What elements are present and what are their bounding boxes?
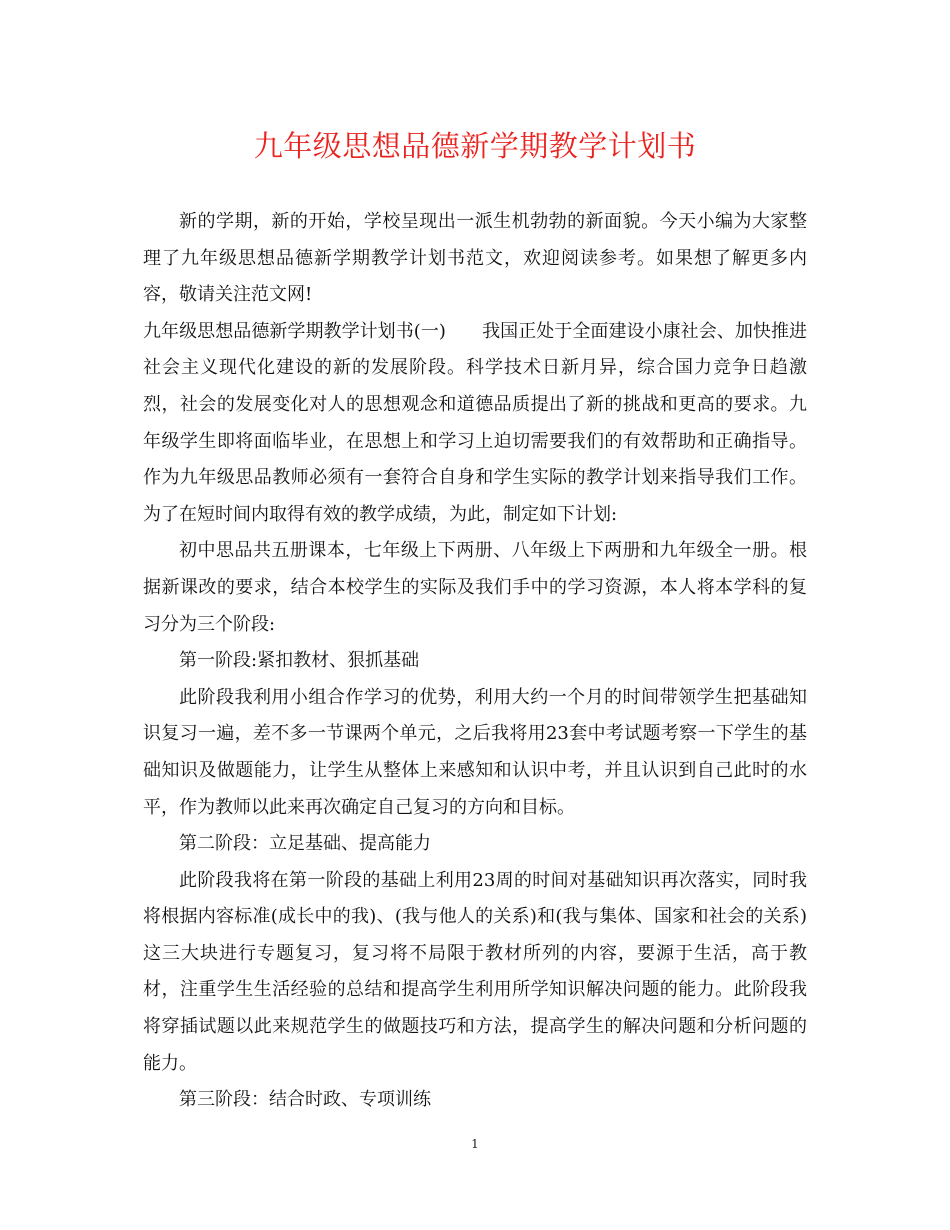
paragraph-background: 九年级思想品德新学期教学计划书(一) 我国正处于全面建设小康社会、加快推进社会主义现代化建设的新的发展阶段。科学技术日新月异，综合国力竞争日趋激烈，社会的发展变化对人的思想观念和道德品质提出了新的挑战和更高的要求。九年级学生即将面临毕业，在思想上和学习上迫切需要我们的有效帮助和正确指导。作为九年级思品教师必须有一套符合自身和学生实际的教学计划来指导我们工作。为了在短时间内取得有效的教学成绩，为此，制定如下计划: (143, 320, 807, 525)
heading-stage-two: 第二阶段：立足基础、提高能力 (179, 833, 431, 855)
heading-stage-one: 第一阶段:紧扣教材、狠抓基础 (179, 650, 420, 672)
paragraph-stage-one: 此阶段我利用小组合作学习的优势，利用大约一个月的时间带领学生把基础知识复习一遍，差不多一节课两个单元，之后我将用23套中考试题考察一下学生的基础知识及做题能力，让学生从整体上来感知和认识中考，并且认识到自己此时的水平，作为教师以此来再次确定自己复习的方向和目标。 (143, 686, 807, 818)
page-number: 1 (471, 1137, 479, 1151)
paragraph-intro: 新的学期，新的开始，学校呈现出一派生机勃勃的新面貌。今天小编为大家整理了九年级思想品德新学期教学计划书范文，欢迎阅读参考。如果想了解更多内容，敬请关注范文网! (143, 211, 807, 306)
heading-stage-three: 第三阶段：结合时政、专项训练 (179, 1089, 431, 1111)
document-title: 九年级思想品德新学期教学计划书 (253, 129, 697, 163)
paragraph-stage-two: 此阶段我将在第一阶段的基础上利用23周的时间对基础知识再次落实，同时我将根据内容标准(成长中的我)、(我与他人的关系)和(我与集体、国家和社会的关系)这三大块进行专题复习，复习将不局限于教材所列的内容，要源于生活，高于教材，注重学生生活经验的总结和提高学生利用所学知识解决问题的能力。此阶段我将穿插试题以此来规范学生的做题技巧和方法，提高学生的解决问题和分析问题的能力。 (143, 869, 807, 1074)
paragraph-textbooks: 初中思品共五册课本，七年级上下两册、八年级上下两册和九年级全一册。根据新课改的要求，结合本校学生的实际及我们手中的学习资源，本人将本学科的复习分为三个阶段: (143, 540, 807, 635)
document-body (143, 204, 807, 1119)
